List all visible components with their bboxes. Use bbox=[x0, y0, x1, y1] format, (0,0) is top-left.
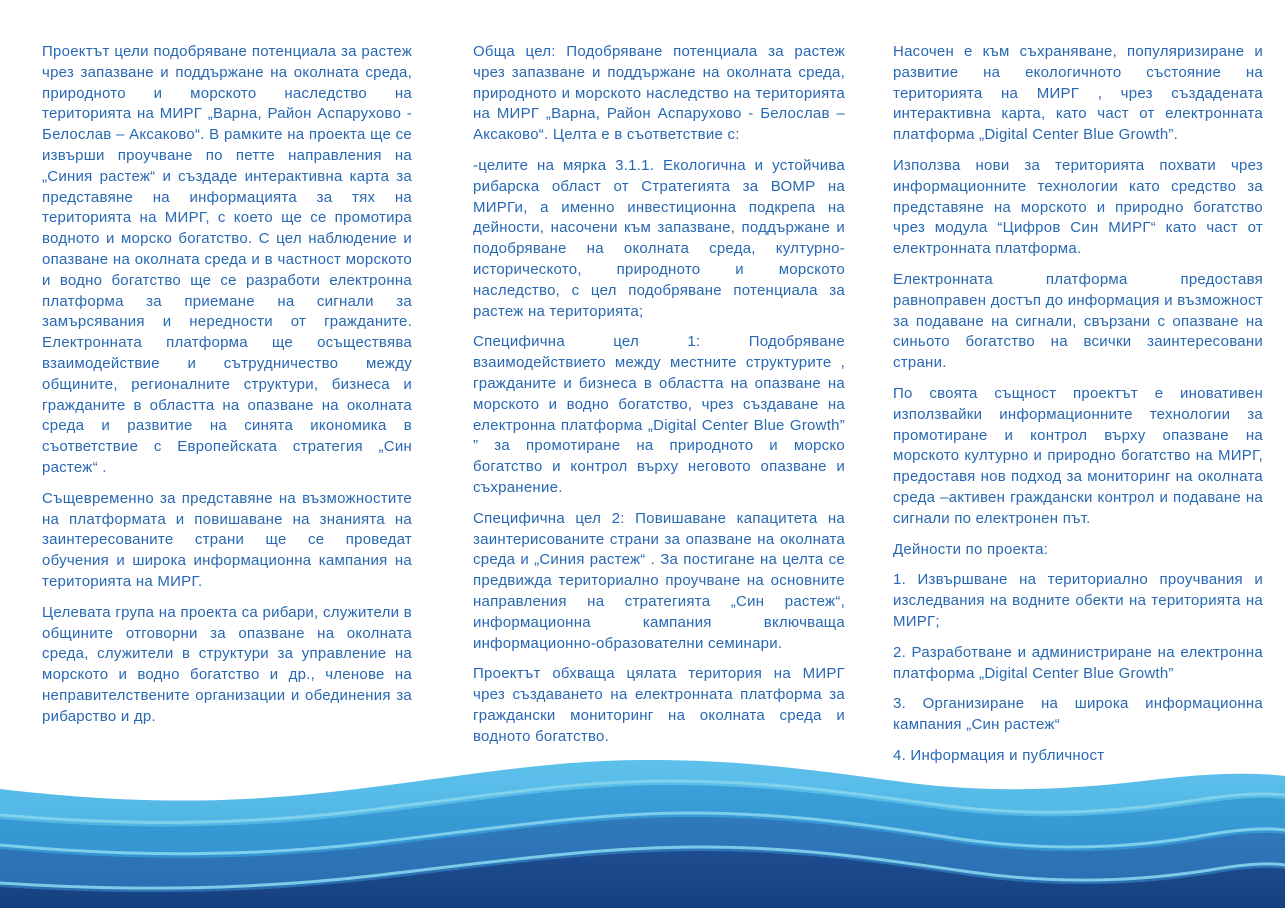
paragraph-target-group: Целевата група на проекта са рибари, служители в общините отговорни за опазване на околната среда, служители в структури за управление на морското и водно богатство и др., членове на неправителствените организации и обединения за рибарство и др. bbox=[42, 603, 412, 725]
paragraph-preservation: Насочен е към съхраняване, популяризиране и развитие на екологичното състояние на територията на МИРГ , чрез създадената интерактивна карта, като част от електронната платформа „Digital Center Blue Growth”. bbox=[893, 43, 1263, 144]
activity-item-3: 3. Организиране на широка информационна кампания „Син растеж“ bbox=[893, 695, 1263, 734]
paragraph-specific-goal-1: Специфична цел 1: Подобряване взаимодействието между местните структурите , гражданите и бизнеса в областта на опазване на морското и водно богатство, чрез създаване на електронна платформа „Digital Center Blue Growth” ” за промотиране на природното и морско богатство и контрол върху неговото опазване и съхранение. bbox=[473, 333, 845, 496]
text-column-3 bbox=[893, 42, 1263, 777]
paragraph-specific-goal-2: Специфична цел 2: Повишаване капацитета на заинтерисованите страни за опазване на околната среда и „Синия растеж“ . За постигане на целта се предвижда териториално проучване на основните направления на стратегията „Син растеж“, информационна кампания включваща информационно-образователни семинари. bbox=[473, 509, 845, 652]
activity-item-1: 1. Извършване на териториално проучвания и изследвания на водните обекти на територията на МИРГ; bbox=[893, 571, 1263, 630]
text-column-2 bbox=[473, 42, 845, 758]
paragraph-innovation: По своята същност проектът е иновативен използвайки информационните технологии за промотиране и контрол върху опазване на морското културно и природно богатство на МИРГ, предоставя нов подход за мониторинг на околната среда –активен граждански контрол и подаване на сигнали по електронен път. bbox=[893, 384, 1263, 527]
paragraph-project-scope: Проектът обхваща цялата територия на МИРГ чрез създаването на електронната платформа за граждански мониторинг на околната среда и водното богатство. bbox=[473, 665, 845, 745]
sea-waves-graphic bbox=[0, 733, 1285, 908]
paragraph-equal-access: Електронната платформа предоставя равноправен достъп до информация и възможност за подаване на сигнали, свързани с опазване на синьото богатство на всички заинтересовани страни. bbox=[893, 270, 1263, 372]
paragraph-project-goal: Проектът цели подобряване потенциала за растеж чрез запазване и поддържане на околната среда, природното и морското наследство на територията на МИРГ „Варна, Район Аспарухово - Белослав – Аксаково“. В рамките на проекта ще се извърши проучване по петте направления на „Синия растеж“ и създаде интерактивна карта за представяне на информацията за тях на територията на МИРГ, с което ще се промотира водното и морско богатство. С цел наблюдение и опазване на околната среда и в частност морското и водно богатство ще се разработи електронна платформа за приемане на сигнали за замърсявания и нередности от гражданите. Електронната платформа ще осъществява взаимодействие и сътрудничество между общините, регионалните структури, бизнеса и гражданите в областта на опазване на околната среда и развитие на синята икономика в съответствие с Европейската стратегия „Син растеж“ . bbox=[42, 43, 412, 476]
activity-item-4: 4. Информация и публичност bbox=[893, 746, 1105, 764]
text-column-1 bbox=[42, 42, 412, 738]
paragraph-it-approaches: Използва нови за територията похвати чрез информационните технологии като средство за представяне на морското и природно богатство чрез модула “Цифров Син МИРГ“ като част от електронната платформа. bbox=[893, 156, 1263, 258]
paragraph-measure-311: -целите на мярка 3.1.1. Екологична и устойчива рибарска област от Стратегията за ВОМР на МИРГи, а именно инвестиционна подкрепа на дейности, насочени към запазване, поддържане и подобряване на околната среда, културно-историческото, природното и морското наследство, с цел подобряване потенциала за растеж на територията; bbox=[473, 156, 845, 320]
paragraph-general-goal: Обща цел: Подобряване потенциала за растеж чрез запазване и поддържане на околната среда, природното и морското наследство на територията на МИРГ „Варна, Район Аспарухово - Белослав – Аксаково“. Целта е в съответствие с: bbox=[473, 43, 845, 144]
paragraph-trainings-campaign: Същевременно за представяне на възможностите на платформата и повишаване на знанията на заинтересованите страни ще се проведат обучения и широка информационна кампания на територията на МИРГ. bbox=[42, 489, 412, 590]
activities-heading: Дейности по проекта: bbox=[893, 540, 1049, 558]
activity-item-2: 2. Разработване и администриране на електронна платформа „Digital Center Blue Growth” bbox=[893, 643, 1263, 682]
